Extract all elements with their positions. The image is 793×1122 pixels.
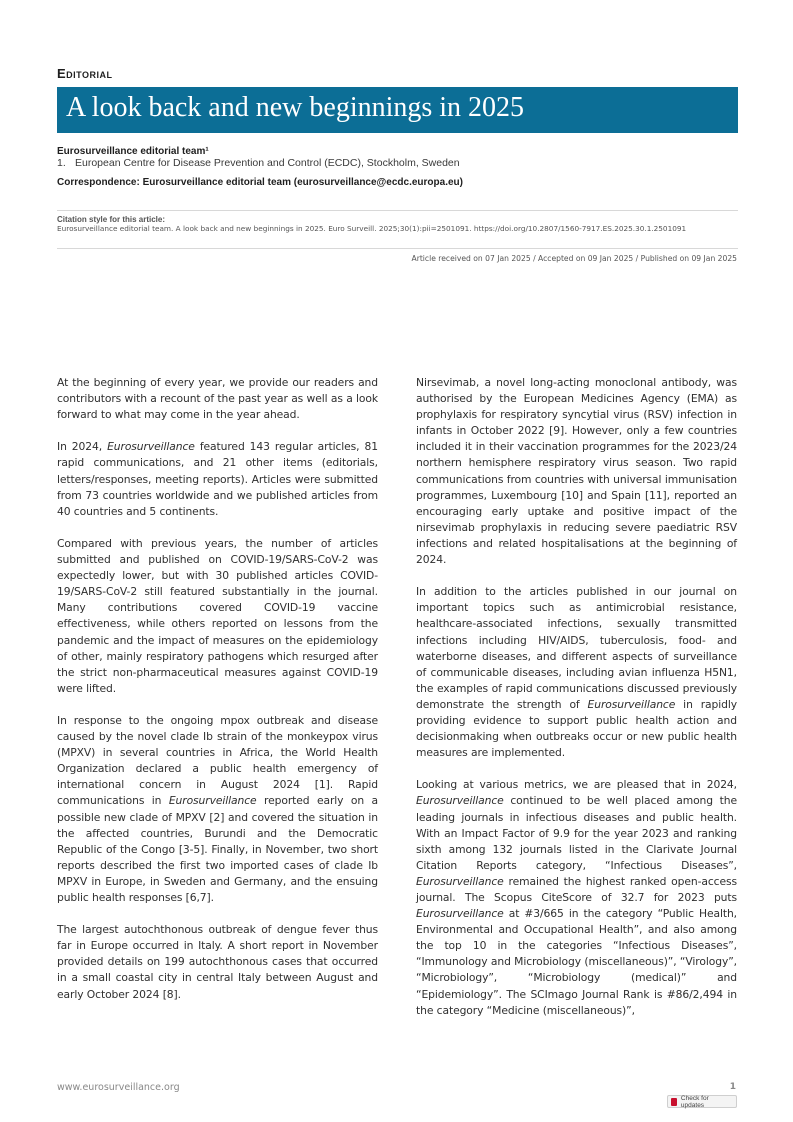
citation-text: Eurosurveillance editorial team. A look back and new beginnings in 2025. Euro Surveill. 2025;30(1):pii=2501091. https://doi.org/10.2807/1560-7917.ES.2025.30.1.2501091 bbox=[57, 224, 687, 233]
check-for-updates-button[interactable] bbox=[667, 1095, 737, 1108]
bookmark-icon bbox=[671, 1098, 677, 1106]
footer-url[interactable]: www.eurosurveillance.org bbox=[57, 1082, 180, 1093]
body-paragraph: At the beginning of every year, we provide our readers and contributors with a recount of the past year as well as a look forward to what may come in the year ahead. bbox=[57, 376, 378, 422]
body-paragraph: Nirsevimab, a novel long-acting monoclonal antibody, was authorised by the European Medicines Agency (EMA) as prophylaxis for respiratory syncytial virus (RSV) infection in infants in October 2022 [9]. However, only a few countries included it in their vaccination programmes for the 2023/24 northern hemisphere respiratory virus season. Two rapid communications from countries with universal immunisation programmes, Luxembourg [10] and Spain [11], reported an encouraging early uptake and positive impact of the nirsevimab prophylaxis in reducing severe paediatric RSV infections and related hospitalisations at the beginning of 2024. bbox=[416, 376, 737, 567]
affiliation bbox=[57, 157, 460, 169]
affiliation-text: European Centre for Disease Prevention and Control (ECDC), Stockholm, Sweden bbox=[75, 157, 460, 169]
correspondence: Correspondence: Eurosurveillance editorial team (eurosurveillance@ecdc.europa.eu) bbox=[57, 177, 463, 188]
divider-bottom bbox=[57, 248, 738, 249]
body-paragraph: Looking at various metrics, we are pleased that in 2024, Eurosurveillance continued to be well placed among the leading journals in infectious diseases and public health. With an Impact Factor of 9.9 for the year 2023 and ranking sixth among 132 journals listed in the Clarivate Journal Citation Reports category, “Infectious Diseases”, Eurosurveillance remained the highest ranked open-access journal. The Scopus CiteScore of 32.7 for 2023 puts Eurosurveillance at #3/665 in the category “Public Health, Environmental and Occupational Health”, and also among the top 10 in the categories “Infectious Diseases”, “Immunology and Microbiology (miscellaneous)”, “Virology”, “Microbiology”, “Microbiology (medical)” and “Epidemiology”. The SCImago Journal Rank is #86/2,494 in the category “Medicine (miscellaneous)”, bbox=[416, 778, 737, 1017]
body-paragraph: Compared with previous years, the number of articles submitted and published on COVID-19/SARS-CoV-2 was expectedly lower, but with 30 published articles COVID-19/SARS-CoV-2 still featured substantially in the journal. Many contributions covered COVID-19 vaccine effectiveness, while others reported on lessons from the pandemic and the impact of measures on the epidemiology of other, mainly respiratory pathogens which resurged after the strict non-pharmaceutical measures against COVID-19 were lifted. bbox=[57, 536, 378, 695]
body-paragraph: The largest autochthonous outbreak of dengue fever thus far in Europe occurred in Italy. A short report in November provided details on 199 autochthonous cases that occurred in a small coastal city in central Italy between August and early October 2024 [8]. bbox=[57, 923, 378, 1001]
check-for-updates-label: Check for updates bbox=[680, 1094, 709, 1109]
section-label: Editorial bbox=[57, 66, 113, 81]
body-paragraph: In 2024, Eurosurveillance featured 143 regular articles, 81 rapid communications, and 21 other items (editorials, letters/responses, meeting reports). Articles were submitted from 73 countries worldwide and we published articles from 40 countries and 5 continents. bbox=[57, 440, 379, 518]
page-number: 1 bbox=[729, 1082, 736, 1092]
body-column-left bbox=[57, 375, 378, 1003]
divider-top bbox=[57, 210, 738, 211]
body-paragraph: In addition to the articles published in our journal on important topics such as antimicrobial resistance, healthcare-associated infections, sexually transmitted infections including HIV/AIDS, tuberculosis, food- and waterborne diseases, and different aspects of surveillance of communicable diseases, including avian influenza H5N1, the examples of rapid communications discussed previously demonstrate the strength of Eurosurveillance in rapidly providing evidence to support public health action and decisionmaking when outbreaks occur or new public health measures are implemented. bbox=[416, 585, 737, 760]
affiliation-number: 1. bbox=[57, 157, 66, 169]
article-title: A look back and new beginnings in 2025 bbox=[66, 92, 525, 123]
body-column-right bbox=[416, 375, 737, 1019]
title-banner bbox=[57, 87, 738, 133]
author-line: Eurosurveillance editorial team¹ bbox=[57, 146, 209, 157]
body-paragraph: In response to the ongoing mpox outbreak and disease caused by the novel clade Ib strain of the monkeypox virus (MPXV) in several countries in Africa, the World Health Organization declared a public health emergency of international concern in August 2024 [1]. Rapid communications in Eurosurveillance reported early on a possible new clade of MPXV [2] and covered the situation in the affected countries, Burundi and the Democratic Republic of the Congo [3-5]. Finally, in November, two short reports described the first two imported cases of clade Ib MPXV in Europe, in Sweden and Germany, and the ensuing public health responses [6,7]. bbox=[57, 713, 379, 904]
citation-label: Citation style for this article: bbox=[57, 215, 166, 224]
article-dates: Article received on 07 Jan 2025 / Accepted on 09 Jan 2025 / Published on 09 Jan 2025 bbox=[411, 254, 737, 263]
